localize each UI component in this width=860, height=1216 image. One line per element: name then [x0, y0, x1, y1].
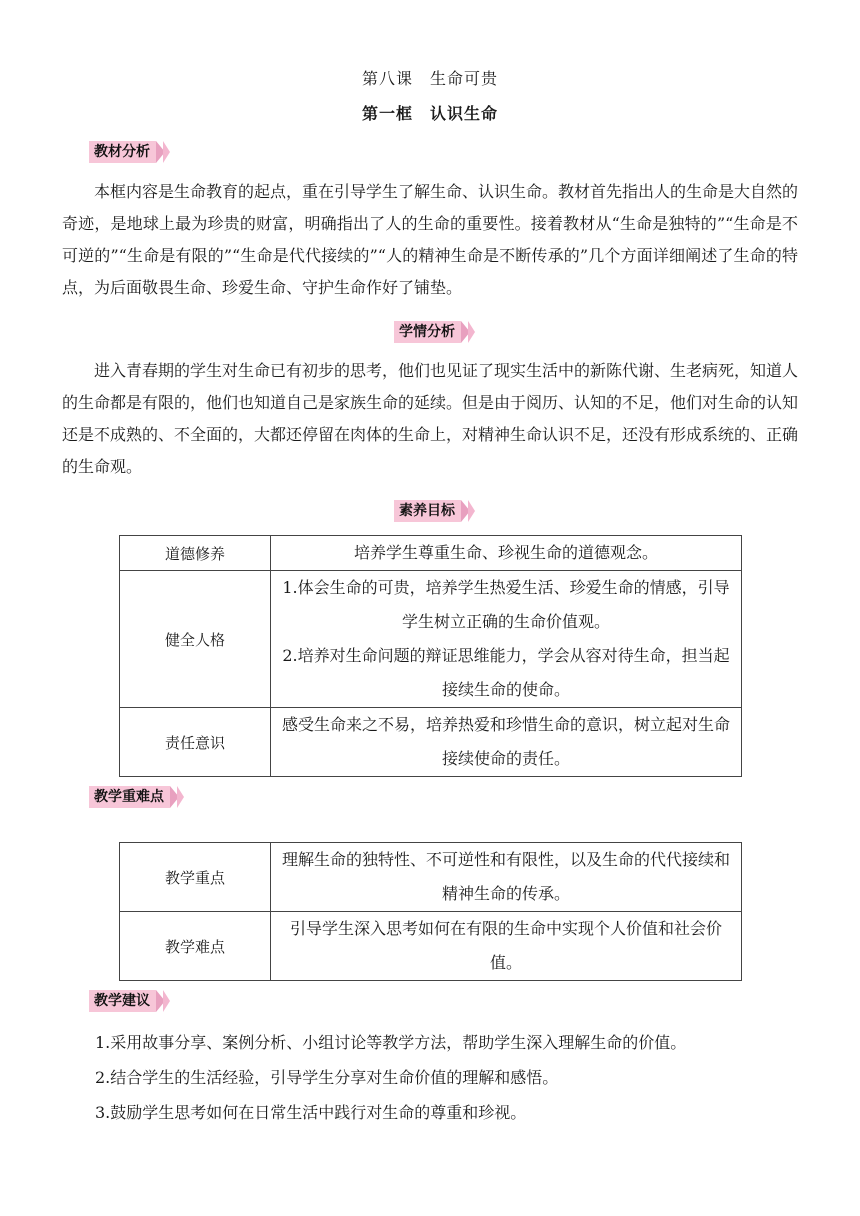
tag-arrow-icon [163, 141, 170, 163]
table-row [120, 708, 742, 777]
tag-arrow-icon [163, 990, 170, 1012]
list-item: 3.鼓励学生思考如何在日常生活中践行对生命的尊重和珍视。 [95, 1103, 527, 1122]
tag-label: 学情分析 [394, 321, 461, 343]
goal-item: 1.体会生命的可贵，培养学生热爱生活、珍爱生命的情感，引导学生树立正确的生命价值观。 [282, 578, 730, 631]
table-row [120, 912, 742, 981]
row-content: 引导学生深入思考如何在有限的生命中实现个人价值和社会价值。 [271, 912, 742, 981]
row-content: 培养学生尊重生命、珍视生命的道德观念。 [271, 536, 742, 571]
paragraph-text: 本框内容是生命教育的起点，重在引导学生了解生命、认识生命。教材首先指出人的生命是大自然的奇迹，是地球上最为珍贵的财富，明确指出了人的生命的重要性。接着教材从“生命是独特的”“生命是不可逆的”“生命是有限的”“生命是代代接续的”“人的精神生命是不断传承的”几个方面详细阐述了生命的特点，为后面敬畏生命、珍爱生命、守护生命作好了铺垫。 [62, 182, 799, 297]
tag-label: 素养目标 [394, 500, 461, 522]
row-content: 理解生命的独特性、不可逆性和有限性，以及生命的代代接续和精神生命的传承。 [271, 843, 742, 912]
paragraph-text: 进入青春期的学生对生命已有初步的思考，他们也见证了现实生活中的新陈代谢、生老病死，知道人的生命都是有限的，他们也知道自己是家族生命的延续。但是由于阅历、认知的不足，他们对生命的认知还是不成熟的、不全面的，大都还停留在肉体的生命上，对精神生命认识不足，还没有形成系统的、正确的生命观。 [62, 361, 799, 476]
tag-arrow-icon [468, 500, 475, 522]
goal-item: 2.培养对生命问题的辩证思维能力，学会从容对待生命，担当起接续生命的使命。 [282, 646, 730, 699]
row-label: 责任意识 [120, 708, 271, 777]
table-row [120, 843, 742, 912]
section-tag-key-points [89, 786, 184, 808]
tag-label: 教学建议 [89, 990, 156, 1012]
student-analysis-paragraph [62, 355, 798, 483]
table-row [120, 571, 742, 708]
literacy-goals-table [119, 535, 742, 777]
textbook-analysis-paragraph [62, 176, 798, 304]
section-title: 第一框 认识生命 [361, 104, 498, 123]
section-tag-student-analysis [394, 321, 475, 343]
tag-arrow-icon [177, 786, 184, 808]
row-label: 教学难点 [120, 912, 271, 981]
tag-label: 教材分析 [89, 141, 156, 163]
section-tag-textbook-analysis [89, 141, 170, 163]
row-label: 道德修养 [120, 536, 271, 571]
row-content: 感受生命来之不易，培养热爱和珍惜生命的意识，树立起对生命接续使命的责任。 [271, 708, 742, 777]
lesson-title: 第八课 生命可贵 [361, 69, 498, 88]
suggestions-list [95, 1025, 815, 1130]
row-content [271, 571, 742, 708]
section-tag-suggestions [89, 990, 170, 1012]
row-label: 教学重点 [120, 843, 271, 912]
table-row [120, 536, 742, 571]
key-points-table [119, 842, 742, 981]
section-tag-literacy-goals [394, 500, 475, 522]
list-item: 2.结合学生的生活经验，引导学生分享对生命价值的理解和感悟。 [95, 1068, 559, 1087]
tag-arrow-icon [468, 321, 475, 343]
tag-label: 教学重难点 [89, 786, 170, 808]
list-item: 1.采用故事分享、案例分析、小组讨论等教学方法，帮助学生深入理解生命的价值。 [95, 1033, 687, 1052]
row-label: 健全人格 [120, 571, 271, 708]
